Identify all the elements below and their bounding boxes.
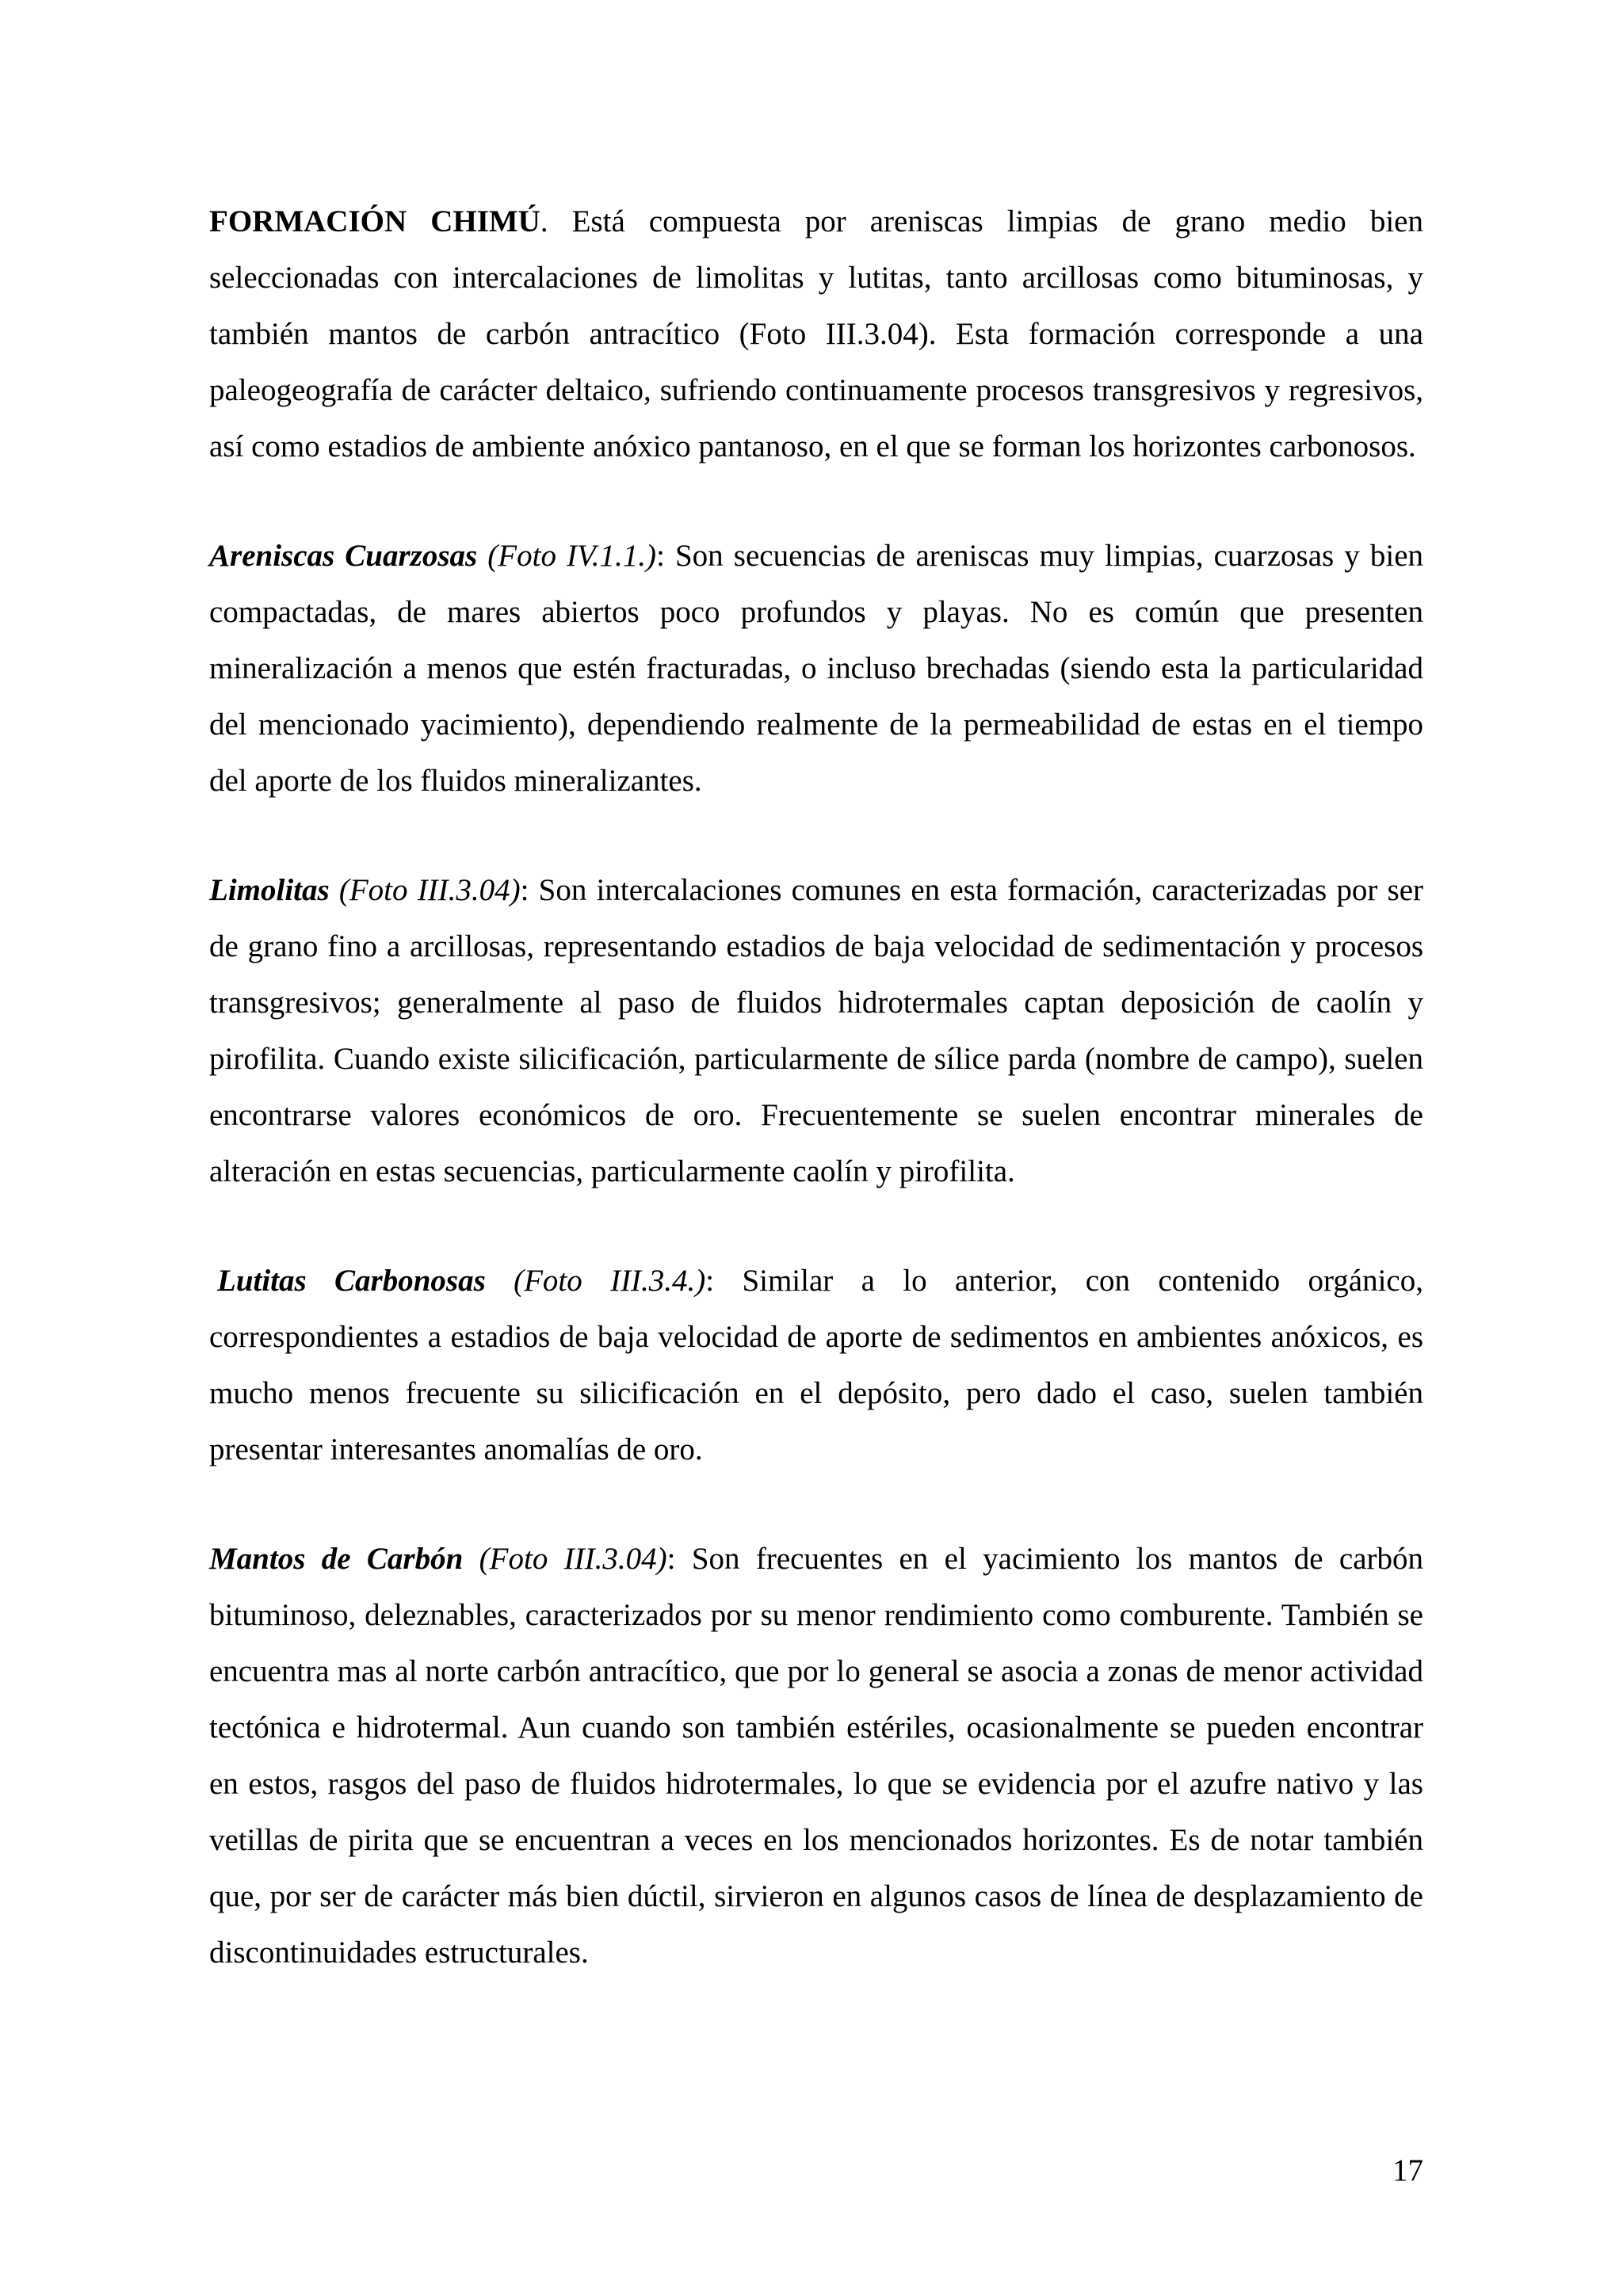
- paragraph-text: . Está compuesta por areniscas limpias de grano medio bien seleccionadas con intercalaciones de limolitas y lutitas, tanto arcillosas como bituminosas, y también mantos de carbón antracítico (Foto III.3.04). Esta formación corresponde a una paleogeografía de carácter deltaico, sufriendo continuamente procesos transgresivos y regresivos, así como estadios de ambiente anóxico pantanoso, en el que se forman los horizontes carbonosos.: [209, 204, 1423, 463]
- paragraph-heading: Lutitas Carbonosas: [217, 1264, 486, 1298]
- photo-reference: (Foto III.3.4.): [485, 1264, 706, 1298]
- paragraph-text: : Son intercalaciones comunes en esta formación, caracterizadas por ser de grano fino a arcillosas, representando estadios de baja velocidad de sedimentación y procesos transgresivos; generalmente al paso de fluidos hidrotermales captan deposición de caolín y pirofilita. Cuando existe silicificación, particularmente de sílice parda (nombre de campo), suelen encontrarse valores económicos de oro. Frecuentemente se suelen encontrar minerales de alteración en estas secuencias, particularmente caolín y pirofilita.: [209, 873, 1423, 1188]
- paragraph-text: : Son secuencias de areniscas muy limpias, cuarzosas y bien compactadas, de mares abiertos poco profundos y playas. No es común que presenten mineralización a menos que estén fracturadas, o incluso brechadas (siendo esta la particularidad del mencionado yacimiento), dependiendo realmente de la permeabilidad de estas en el tiempo del aporte de los fluidos mineralizantes.: [209, 539, 1424, 798]
- paragraph-areniscas-cuarzosas: [209, 528, 1423, 809]
- paragraph-text: : Son frecuentes en el yacimiento los mantos de carbón bituminoso, deleznables, caracterizados por su menor rendimiento como comburente. También se encuentra mas al norte carbón antracítico, que por lo general se asocia a zonas de menor actividad tectónica e hidrotermal. Aun cuando son también estériles, ocasionalmente se pueden encontrar en estos, rasgos del paso de fluidos hidrotermales, lo que se evidencia por el azufre nativo y las vetillas de pirita que se encuentran a veces en los mencionados horizontes. Es de notar también que, por ser de carácter más bien dúctil, sirvieron en algunos casos de línea de desplazamiento de discontinuidades estructurales.: [209, 1542, 1423, 1970]
- photo-reference: (Foto III.3.04): [329, 873, 521, 907]
- paragraph-limolitas: [209, 862, 1423, 1199]
- paragraph-formacion-chimu: [209, 193, 1423, 475]
- page-number: 17: [1392, 2153, 1423, 2187]
- paragraph-heading: Limolitas: [209, 873, 330, 907]
- paragraph-heading: FORMACIÓN CHIMÚ: [209, 204, 540, 238]
- photo-reference: (Foto IV.1.1.): [477, 539, 657, 573]
- paragraph-mantos-de-carbon: [209, 1531, 1423, 1981]
- photo-reference: (Foto III.3.04): [463, 1542, 667, 1576]
- paragraph-heading: Areniscas Cuarzosas: [209, 539, 478, 573]
- paragraph-lutitas-carbonosas: [209, 1253, 1423, 1478]
- document-body: [209, 193, 1423, 2034]
- paragraph-heading: Mantos de Carbón: [209, 1542, 464, 1576]
- paragraph-text: : Similar a lo anterior, con contenido orgánico, correspondientes a estadios de baja velocidad de aporte de sedimentos en ambientes anóxicos, es mucho menos frecuente su silicificación en el depósito, pero dado el caso, suelen también presentar interesantes anomalías de oro.: [209, 1264, 1423, 1466]
